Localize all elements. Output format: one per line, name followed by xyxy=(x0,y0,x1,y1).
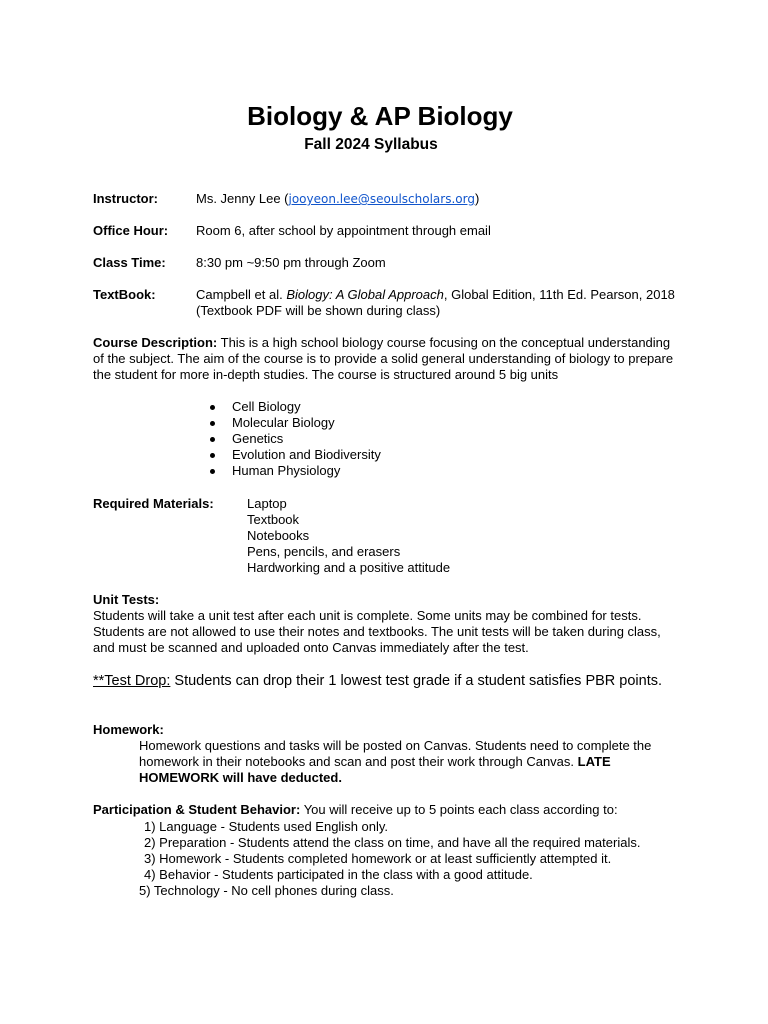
test-drop-note xyxy=(93,673,662,689)
page-subtitle: Fall 2024 Syllabus xyxy=(304,136,438,153)
units-list xyxy=(208,399,381,479)
textbook-label: TextBook: xyxy=(93,287,156,302)
bullet-icon xyxy=(210,453,215,458)
homework-late-policy: LATE HOMEWORK will have deducted. xyxy=(139,754,611,785)
bullet-icon xyxy=(210,405,215,410)
participation-item-technology: 5) Technology - No cell phones during class. xyxy=(139,883,394,898)
bullet-icon xyxy=(210,421,215,426)
list-item: Notebooks xyxy=(247,528,310,543)
homework-text xyxy=(139,738,659,786)
participation-intro: You will receive up to 5 points each class according to: xyxy=(300,802,618,817)
homework-description: Homework questions and tasks will be posted on Canvas. Students need to complete the homework in their notebooks and scan and post their work through Canvas. xyxy=(139,738,652,769)
homework-label: Homework: xyxy=(93,722,164,737)
instructor-close-paren: ) xyxy=(474,191,480,206)
list-item: Hardworking and a positive attitude xyxy=(247,560,451,575)
course-description xyxy=(93,335,683,383)
list-item: Textbook xyxy=(247,512,300,527)
class-time-value: 8:30 pm ~9:50 pm through Zoom xyxy=(196,255,386,270)
list-item: Pens, pencils, and erasers xyxy=(247,544,401,559)
textbook-value xyxy=(196,287,675,302)
unit-tests-text: Students will take a unit test after each unit is complete. Some units may be combined for tests. Students are not allowed to use their notes and textbooks. The unit tests will be taken during class, and must be scanned and uploaded onto Canvas immediately after the test. xyxy=(93,608,661,655)
participation-item-language: 1) Language - Students used English only. xyxy=(144,819,389,834)
list-item xyxy=(208,447,381,463)
unit-tests-label: Unit Tests: xyxy=(93,592,160,607)
class-time-label: Class Time: xyxy=(93,255,166,270)
instructor-value xyxy=(196,191,479,206)
course-description-label: Course Description: xyxy=(93,335,218,350)
textbook-authors: Campbell et al. xyxy=(196,287,287,302)
participation-item-preparation: 2) Preparation - Students attend the class on time, and have all the required materials. xyxy=(144,835,641,850)
list-item xyxy=(208,415,381,431)
materials-label: Required Materials: xyxy=(93,496,214,511)
participation-item-behavior: 4) Behavior - Students participated in the class with a good attitude. xyxy=(144,867,533,882)
list-item xyxy=(208,463,381,479)
list-item xyxy=(208,431,381,447)
office-hour-label: Office Hour: xyxy=(93,223,169,238)
unit-label: Genetics xyxy=(232,431,284,446)
textbook-title: Biology: A Global Approach xyxy=(286,287,444,302)
course-description-text: This is a high school biology course focusing on the conceptual understanding of the subject. The aim of the course is to provide a solid general understanding of biology to prepare the student for more in-depth studies. The course is structured around 5 big units xyxy=(93,335,674,382)
participation-label: Participation & Student Behavior: xyxy=(93,802,301,817)
bullet-icon xyxy=(210,469,215,474)
unit-label: Human Physiology xyxy=(232,463,341,478)
list-item: Laptop xyxy=(247,496,287,511)
textbook-note: (Textbook PDF will be shown during class) xyxy=(196,303,441,318)
participation-heading xyxy=(93,802,618,818)
materials-list xyxy=(247,496,450,576)
list-item xyxy=(208,399,381,415)
office-hour-value: Room 6, after school by appointment through email xyxy=(196,223,491,238)
instructor-label: Instructor: xyxy=(93,191,158,206)
test-drop-label: **Test Drop: xyxy=(93,673,171,689)
unit-label: Evolution and Biodiversity xyxy=(232,447,381,462)
unit-label: Cell Biology xyxy=(232,399,301,414)
instructor-name: Ms. Jenny Lee ( xyxy=(196,191,289,206)
page-title: Biology & AP Biology xyxy=(247,101,513,131)
instructor-email-link[interactable]: jooyeon.lee@seoulscholars.org xyxy=(288,192,475,206)
textbook-edition: , Global Edition, 11th Ed. Pearson, 2018 xyxy=(443,287,675,302)
participation-item-homework: 3) Homework - Students completed homework or at least sufficiently attempted it. xyxy=(144,851,612,866)
test-drop-text: Students can drop their 1 lowest test grade if a student satisfies PBR points. xyxy=(170,673,663,689)
bullet-icon xyxy=(210,437,215,442)
unit-label: Molecular Biology xyxy=(232,415,335,430)
